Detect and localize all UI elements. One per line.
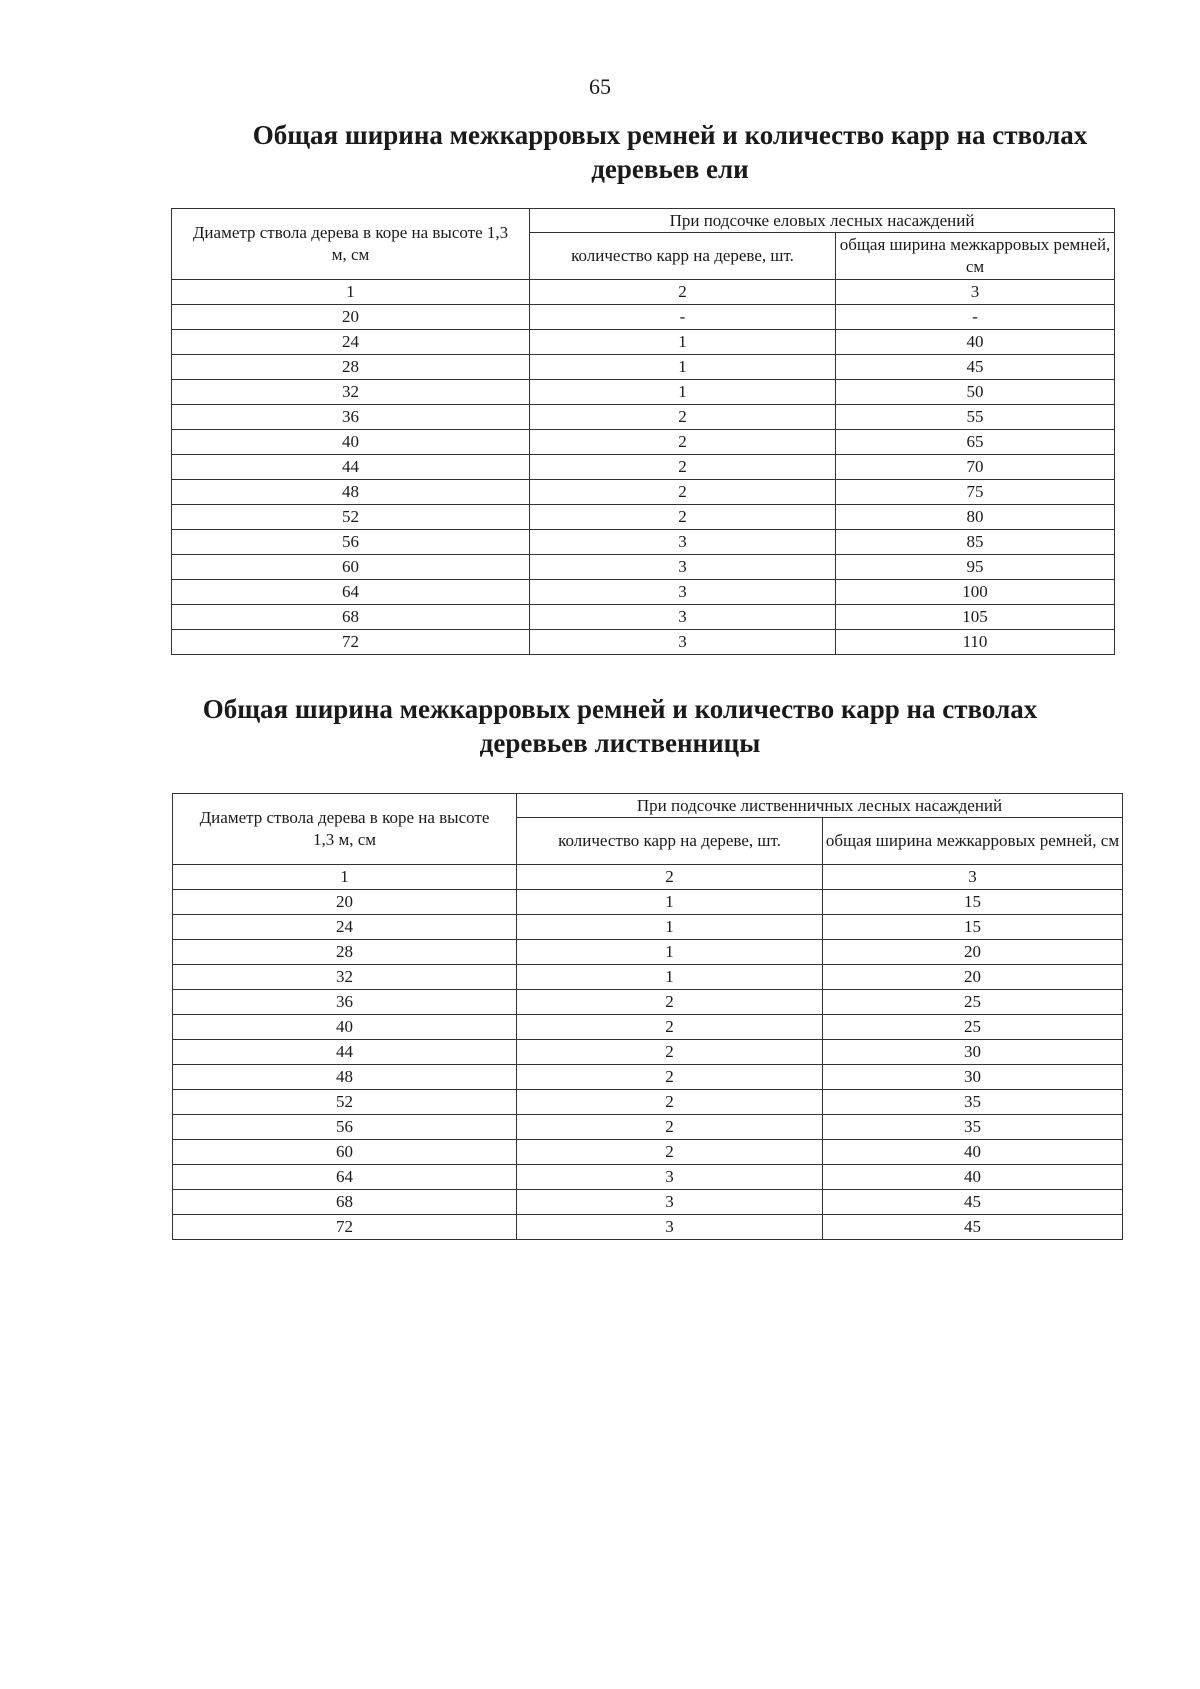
cell-diameter: 44 [172,455,530,480]
cell-width: 25 [823,990,1123,1015]
cell-count: - [530,305,836,330]
cell-diameter: 48 [173,1065,517,1090]
cell-width: 30 [823,1065,1123,1090]
cell-width: 50 [836,380,1115,405]
cell-diameter: 20 [173,890,517,915]
cell-width: 85 [836,530,1115,555]
cell-count: 2 [517,1115,823,1140]
cell-width: 40 [836,330,1115,355]
cell-diameter: 60 [172,555,530,580]
cell-count: 1 [517,890,823,915]
cell-diameter: 1 [172,280,530,305]
cell-diameter: 1 [173,865,517,890]
cell-count: 2 [517,1040,823,1065]
cell-width: 20 [823,965,1123,990]
cell-count: 3 [530,555,836,580]
table-row [173,865,1123,890]
cell-count: 2 [517,1140,823,1165]
table-row [173,1165,1123,1190]
header-group: При подсочке еловых лесных насаждений [530,209,1115,233]
table-row [172,305,1115,330]
cell-width: 80 [836,505,1115,530]
cell-diameter: 28 [172,355,530,380]
cell-diameter: 64 [173,1165,517,1190]
cell-count: 1 [530,380,836,405]
cell-width: - [836,305,1115,330]
cell-diameter: 40 [172,430,530,455]
cell-width: 55 [836,405,1115,430]
table-row [173,890,1123,915]
table-row [173,1215,1123,1240]
cell-width: 3 [836,280,1115,305]
header-diameter: Диаметр ствола дерева в коре на высоте 1,3 м, см [172,209,530,280]
table-row [173,1115,1123,1140]
cell-count: 2 [517,865,823,890]
cell-count: 3 [530,630,836,655]
table-row [173,1065,1123,1090]
cell-width: 100 [836,580,1115,605]
cell-count: 3 [517,1190,823,1215]
table-row [172,580,1115,605]
cell-diameter: 56 [172,530,530,555]
cell-count: 2 [517,1090,823,1115]
cell-diameter: 44 [173,1040,517,1065]
cell-width: 110 [836,630,1115,655]
cell-count: 1 [517,940,823,965]
cell-diameter: 24 [172,330,530,355]
cell-diameter: 24 [173,915,517,940]
table-row [172,630,1115,655]
cell-width: 45 [823,1215,1123,1240]
cell-diameter: 36 [172,405,530,430]
cell-count: 3 [530,530,836,555]
cell-diameter: 64 [172,580,530,605]
header-width: общая ширина межкарровых ремней, см [823,818,1123,865]
header-diameter: Диаметр ствола дерева в коре на высоте 1,3 м, см [173,794,517,865]
cell-width: 45 [823,1190,1123,1215]
cell-width: 25 [823,1015,1123,1040]
cell-count: 3 [530,580,836,605]
cell-count: 1 [530,355,836,380]
cell-diameter: 72 [172,630,530,655]
page-number: 65 [589,74,611,99]
cell-diameter: 28 [173,940,517,965]
table-row [172,405,1115,430]
table-row [172,455,1115,480]
cell-count: 2 [530,405,836,430]
cell-width: 35 [823,1090,1123,1115]
table-row [173,965,1123,990]
cell-count: 2 [530,430,836,455]
spruce-table [171,208,1115,655]
table-row [172,505,1115,530]
cell-count: 3 [517,1165,823,1190]
cell-diameter: 48 [172,480,530,505]
cell-count: 1 [517,915,823,940]
larch-table [172,793,1123,1240]
cell-count: 2 [530,280,836,305]
cell-diameter: 20 [172,305,530,330]
table-row [173,990,1123,1015]
cell-width: 40 [823,1165,1123,1190]
table-row [172,555,1115,580]
cell-width: 70 [836,455,1115,480]
cell-diameter: 32 [172,380,530,405]
table-row [173,940,1123,965]
cell-count: 2 [530,480,836,505]
cell-width: 15 [823,890,1123,915]
cell-count: 3 [530,605,836,630]
cell-diameter: 36 [173,990,517,1015]
cell-diameter: 72 [173,1215,517,1240]
table-row [173,915,1123,940]
cell-diameter: 52 [173,1090,517,1115]
header-count: количество карр на дереве, шт. [517,818,823,865]
cell-count: 1 [517,965,823,990]
cell-count: 3 [517,1215,823,1240]
cell-diameter: 68 [173,1190,517,1215]
cell-width: 40 [823,1140,1123,1165]
larch-table-body [173,865,1123,1240]
cell-count: 2 [530,455,836,480]
cell-width: 95 [836,555,1115,580]
header-count: количество карр на дереве, шт. [530,233,836,280]
cell-width: 45 [836,355,1115,380]
cell-width: 65 [836,430,1115,455]
table-row [173,1090,1123,1115]
spruce-table-title: Общая ширина межкарровых ремней и количество карр на стволах деревьев ели [252,120,1088,184]
table-row [172,430,1115,455]
cell-width: 30 [823,1040,1123,1065]
table-row [172,380,1115,405]
cell-diameter: 40 [173,1015,517,1040]
cell-count: 2 [517,990,823,1015]
cell-width: 75 [836,480,1115,505]
cell-diameter: 60 [173,1140,517,1165]
table-row [172,280,1115,305]
cell-diameter: 52 [172,505,530,530]
cell-width: 105 [836,605,1115,630]
table-row [173,1040,1123,1065]
table-row [173,1190,1123,1215]
table-row [172,330,1115,355]
table-row [172,480,1115,505]
table-row [172,605,1115,630]
table-row [172,530,1115,555]
cell-count: 1 [530,330,836,355]
cell-width: 15 [823,915,1123,940]
table-row [173,1140,1123,1165]
header-width: общая ширина межкарровых ремней, см [836,233,1115,280]
cell-diameter: 56 [173,1115,517,1140]
table-row [172,355,1115,380]
cell-width: 20 [823,940,1123,965]
cell-diameter: 68 [172,605,530,630]
larch-table-title: Общая ширина межкарровых ремней и количество карр на стволах деревьев лиственницы [202,694,1038,758]
header-group: При подсочке лиственничных лесных насаждений [517,794,1123,818]
cell-width: 35 [823,1115,1123,1140]
cell-diameter: 32 [173,965,517,990]
cell-count: 2 [517,1015,823,1040]
spruce-table-body [172,280,1115,655]
cell-width: 3 [823,865,1123,890]
table-row [173,1015,1123,1040]
cell-count: 2 [517,1065,823,1090]
cell-count: 2 [530,505,836,530]
